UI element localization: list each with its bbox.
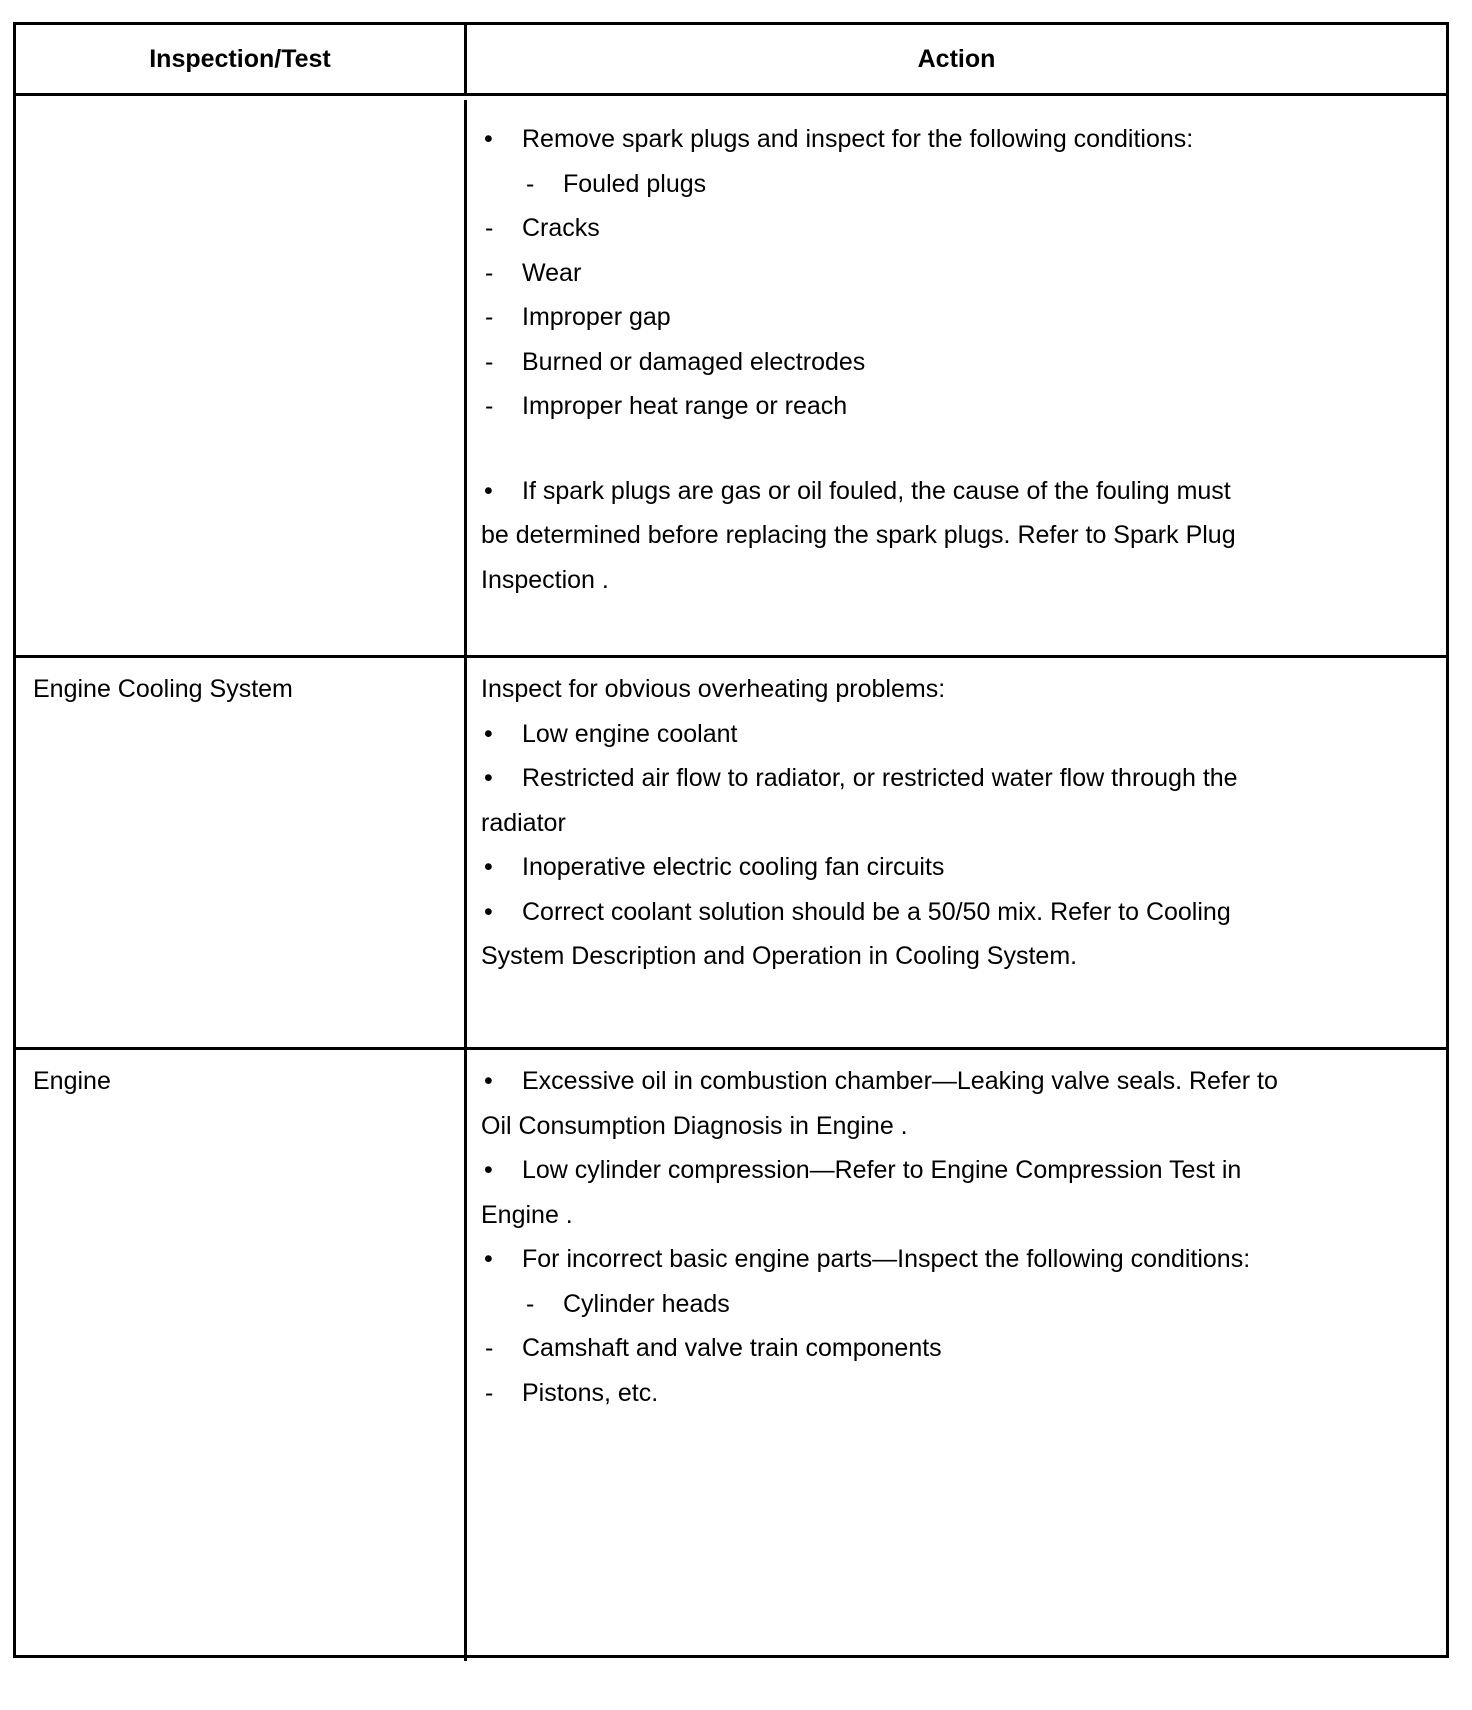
row-divider-2 — [16, 1047, 1446, 1050]
dash-icon: - — [485, 303, 494, 331]
sub-list-item-text: Improper gap — [522, 303, 671, 331]
list-item-text: Remove spark plugs and inspect for the following conditions: — [522, 125, 1194, 153]
sub-list-item-text: Burned or damaged electrodes — [522, 347, 866, 376]
sub-list-item — [481, 206, 1421, 251]
sub-list-item-text: Pistons, etc. — [522, 1378, 659, 1407]
dash-icon: - — [485, 392, 494, 420]
dash-icon: - — [485, 258, 494, 287]
column-divider-body — [464, 100, 467, 1661]
column-divider-header — [464, 25, 467, 93]
list-item — [481, 1059, 1421, 1104]
bullet-icon: • — [484, 1245, 493, 1273]
sub-list-item — [481, 384, 1421, 429]
dash-icon: - — [485, 1378, 494, 1407]
sub-list-item — [481, 340, 1421, 385]
list-item-text: Inoperative electric cooling fan circuits — [522, 853, 945, 881]
list-item-text: Excessive oil in combustion chamber—Leaking valve seals. Refer to — [522, 1067, 1278, 1095]
list-item — [481, 756, 1421, 801]
sub-list-item — [481, 1326, 1421, 1371]
header-divider — [16, 93, 1446, 96]
header-action: Action — [917, 44, 996, 73]
dash-icon: - — [485, 347, 494, 376]
bullet-icon: • — [484, 125, 493, 153]
sub-list-item — [481, 1282, 1421, 1327]
list-item-text: Low cylinder compression—Refer to Engine Compression Test in — [522, 1156, 1242, 1184]
bullet-icon: • — [484, 1067, 493, 1095]
bullet-icon: • — [484, 897, 493, 926]
list-item — [481, 1237, 1421, 1282]
sub-list-item — [481, 1371, 1421, 1416]
list-item-continuation: Inspection . — [481, 565, 609, 594]
header-inspection: Inspection/Test — [149, 44, 331, 73]
list-item-text: If spark plugs are gas or oil fouled, the cause of the fouling must — [522, 476, 1231, 505]
dash-icon: - — [526, 1289, 535, 1318]
row3-action — [481, 1059, 1421, 1415]
list-item-text: Restricted air flow to radiator, or restricted water flow through the — [522, 764, 1238, 792]
bullet-icon: • — [484, 719, 493, 748]
dash-icon: - — [526, 169, 535, 198]
list-item-text: Correct coolant solution should be a 50/50 mix. Refer to Cooling — [522, 897, 1231, 926]
sub-list-item-text: Camshaft and valve train components — [522, 1334, 942, 1362]
list-item — [481, 890, 1421, 935]
row-divider-1 — [16, 655, 1446, 658]
sub-list-item-text: Wear — [522, 258, 582, 287]
row1-action — [481, 117, 1421, 602]
list-item-text: For incorrect basic engine parts—Inspect the following conditions: — [522, 1245, 1251, 1273]
list-item — [481, 712, 1421, 757]
bullet-icon: • — [484, 853, 493, 881]
row3-inspection: Engine — [33, 1067, 111, 1095]
list-item-continuation: Engine . — [481, 1200, 573, 1229]
bullet-icon: • — [484, 476, 493, 505]
sub-list-item — [481, 295, 1421, 340]
action-intro: Inspect for obvious overheating problems: — [481, 675, 946, 703]
sub-list-item — [481, 162, 1421, 207]
list-item-continuation: System Description and Operation in Cooling System. — [481, 942, 1078, 970]
bullet-icon: • — [484, 764, 493, 792]
list-item — [481, 117, 1421, 162]
sub-list-item-text: Cylinder heads — [563, 1289, 730, 1318]
list-item-text: Low engine coolant — [522, 719, 738, 748]
list-item-continuation: radiator — [481, 808, 566, 837]
sub-list-item-text: Cracks — [522, 214, 600, 242]
sub-list-item-text: Fouled plugs — [563, 169, 707, 198]
dash-icon: - — [485, 214, 494, 242]
list-item — [481, 845, 1421, 890]
row2-inspection: Engine Cooling System — [33, 675, 293, 703]
list-item-continuation: be determined before replacing the spark plugs. Refer to Spark Plug — [481, 521, 1236, 549]
list-item — [481, 1148, 1421, 1193]
list-item — [481, 469, 1421, 514]
list-item-continuation: Oil Consumption Diagnosis in Engine . — [481, 1111, 908, 1140]
diagnostic-table — [13, 22, 1449, 1658]
row2-action — [481, 667, 1421, 979]
sub-list-item — [481, 251, 1421, 296]
dash-icon: - — [485, 1334, 494, 1362]
bullet-icon: • — [484, 1156, 493, 1184]
sub-list-item-text: Improper heat range or reach — [522, 392, 848, 420]
spacer — [481, 429, 1421, 469]
